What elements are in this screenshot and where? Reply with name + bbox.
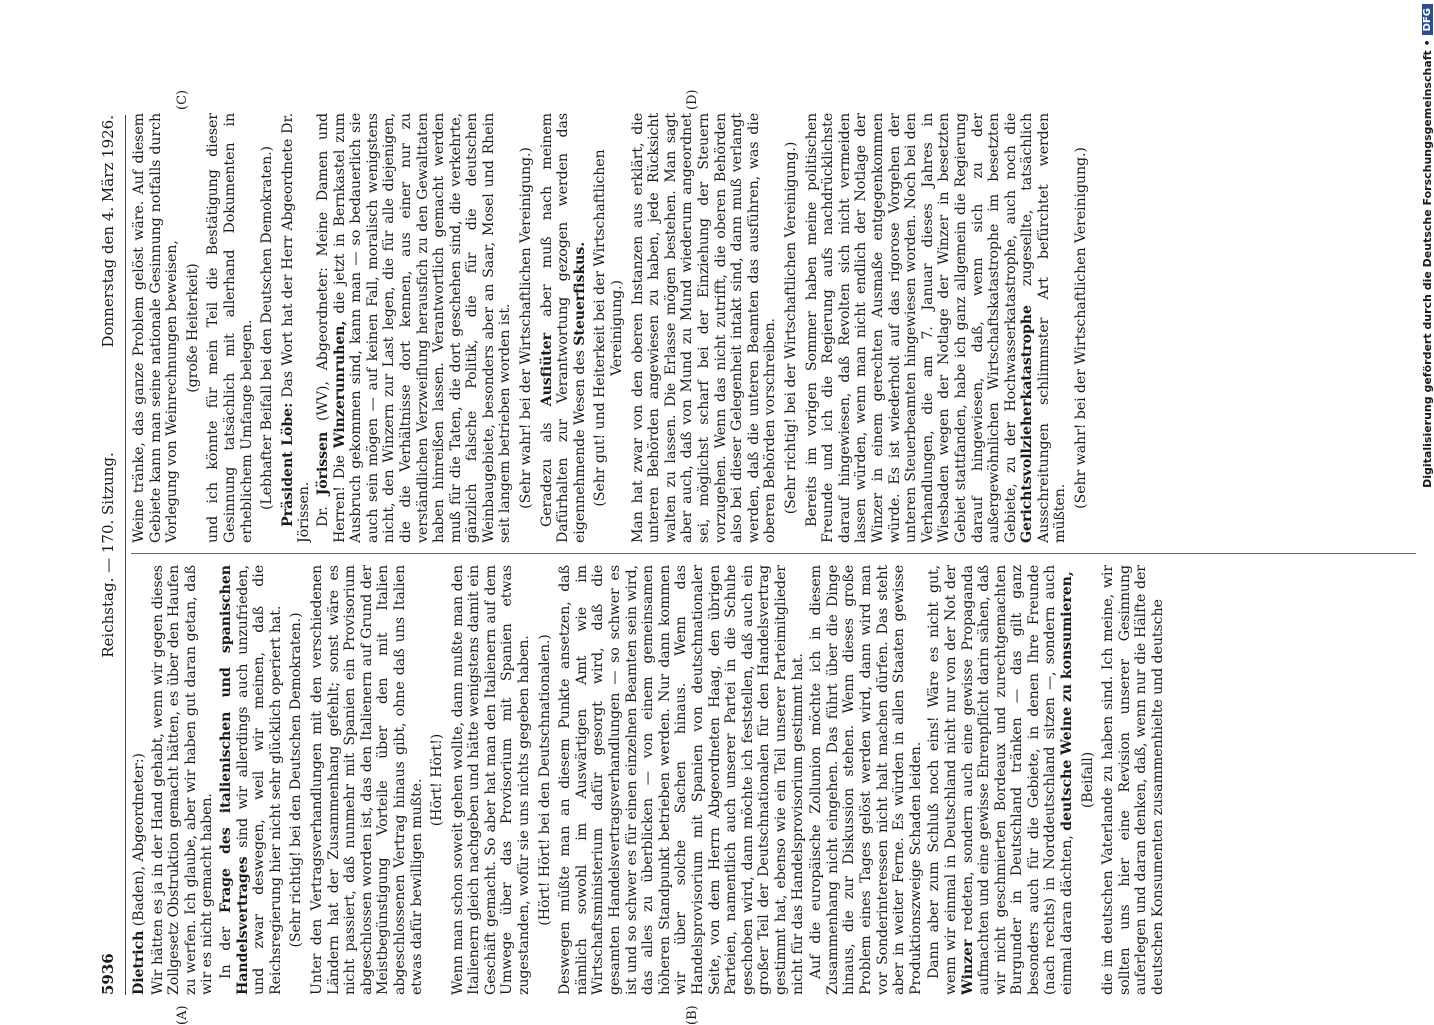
paragraph <box>131 113 181 543</box>
session-title: Reichstag. — 170. Sitzung. <box>99 452 117 658</box>
text-run: (Beifall) <box>1079 751 1096 809</box>
interjection <box>288 565 305 995</box>
text-run: Bereits im vorigen Sommer haben meine politischen Freunde und ich die Regierung aufs nachdrücklichste darauf hingewiesen, daß Revolten sich nicht vermeiden lassen würden, wenn man nicht endlich der Notlage der Winzer in einem gerechten Ausmaße entgegenkommen würde. Es ist wiederholt auf das rigorose Vorgehen der unteren Steuerbeamten hingewiesen worden. Noch bei den Verhandlungen, die am 7. Januar dieses Jahres in Wiesbaden wegen der Notlage der Winzer in besetzten Gebiet stattfanden, habe ich ganz allgemein die Regierung darauf hingewiesen, daß, wenn sich zu der außergewöhnlichen Wirtschaftskatastrophe im besetzten Gebiete, zu der Hochwasserkatastrophe, auch noch die <box>803 113 1019 543</box>
interjection <box>1080 565 1097 995</box>
text-run: aber muß nach meinem Dafürhalten zur Verantwortung gezogen werden das eigennehmende Wesen des <box>538 113 588 543</box>
paragraph <box>450 565 533 995</box>
left-text-column <box>131 565 1421 995</box>
text-run: die jetzt in Bernkastel zum Ausbruch gekommen sind, kann man — so bedauerlich sie auch sein mögen — auf keinen Fall, moralisch wenigstens nicht, den Winzern zur Last legen, die für alle diejenigen, die die Verhältnisse dort kennen, aus einer nur zu verständlichen Verzweiflung herausfich zu den Gewalttaten haben hinreißen lassen. Verantwortlich gemacht werden muß für die Taten, die dort geschehen sind, die verkehrte, gänzlich falsche Politik, die für die deutschen Weinbaugebiete, besonders aber an Saar, Mosel und Rhein seit langem betrieben worden ist. <box>331 113 514 543</box>
bold-run: Präsident Löbe: <box>279 402 296 527</box>
paragraph <box>150 565 216 995</box>
text-run: (Hört! Hört!) <box>429 733 446 827</box>
page-header <box>95 115 123 995</box>
text-run: redeten, sondern auch eine gewisse Propaganda aufmachten und eine gewisse Ehrenpflicht darin sähen, daß wir nicht geschmierten Bordeaux und zurechtgemachten Burgunder in Deutschland tränken — das gilt ganz besonders auch für die Gebiete, in denen Ihre Freunde (nach rechts) in Norddeutschland sitzen —, sondern auch einmal daran dächten, <box>959 565 1076 995</box>
text-run: Man hat zwar von den oberen Instanzen aus erklärt, die unteren Behörden angewiesen zu haben, jede Rücksicht walten zu lassen. Die Erlasse mögen bestehen. Man sagt aber auch, daß von Mund zu Mund wiederum angeordnet sei, möglichst scharf bei der Einziehung der Steuern vorzugehen. Wenn das nicht zutrifft, die oberen Behörden also bei dieser Gelegenheit intakt sind, dann muß verlangt werden, daß die unteren Beamten das ausführen, was die oberen Behörden vorschreiben. <box>629 113 779 543</box>
bold-run: Winzer <box>959 939 976 995</box>
column-separator <box>131 553 1416 554</box>
paragraph <box>309 565 425 995</box>
interjection <box>783 113 800 543</box>
text-run: (Baden), Abgeordneter:) <box>131 753 147 931</box>
paragraph <box>205 113 255 543</box>
text-run: Das Wort hat der Herr Abgeordnete Dr. Jörissen. <box>279 113 313 543</box>
rotated-document-page <box>95 89 1425 1025</box>
text-run: (große Heiterkeit) <box>184 263 201 393</box>
interjection <box>259 113 276 543</box>
paragraph <box>131 565 148 995</box>
margin-marker-a: (A) <box>175 1005 190 1025</box>
paragraph <box>808 565 924 995</box>
interjection <box>1073 113 1090 543</box>
paragraph <box>218 565 284 995</box>
bold-run: Winzerunruhen, <box>331 320 348 449</box>
text-run: Unter den Vertragsverhandlungen mit den verschiedenen Ländern hat der Zusammenhang gefehlt; sonst wäre es nicht passiert, daß nunmehr mit Spanien ein Provisorium abgeschlossen worden ist, das den Italienern auf Grund der Meistbegünstigung Vorteile über den mit Italien abgeschlossenen Vertrag hinaus gibt, ohne daß uns Italien etwas dafür bewilligen mußte. <box>308 565 425 995</box>
dfg-sidebar <box>1418 4 1434 994</box>
paragraph <box>315 113 514 543</box>
paragraph <box>630 113 779 543</box>
bold-run: Gerichtsvollzieherkatastrophe <box>1019 305 1036 543</box>
text-run: Weine tränke, das ganze Problem gelöst wäre. Auf diesem Gebiete kann man seine nationale Gesinnung notfalls durch Vorlegung von Weinrechnungen beweisen, <box>131 113 181 543</box>
interjection <box>518 113 535 543</box>
paragraph <box>804 113 1070 543</box>
text-run: (Sehr richtig! bei der Wirtschaftlichen Vereinigung.) <box>782 141 799 515</box>
text-run: In der <box>217 913 234 979</box>
paragraph <box>1100 565 1166 995</box>
margin-marker-b: (B) <box>685 1005 700 1025</box>
interjection <box>185 113 202 543</box>
text-run: Auf die europäische Zollunion möchte ich in diesem Zusammenhang nicht eingehen. Das führt über die Dinge hinaus, die zur Diskussion stehen. Wenn dieses große Problem eines Tages gelöst werden wird, dann wird man vor Sonderinteressen nicht halt machen dürfen. Das steht aber in weiter Ferne. Es würden in allen Staaten gewisse Produktionszweige Schaden leiden. <box>808 565 924 995</box>
bold-run: Dietrich <box>131 930 147 995</box>
paragraph <box>539 113 589 543</box>
right-text-column <box>131 113 1421 543</box>
text-run: (Sehr gut! und Heiterkeit bei der Wirtschaftlichen Vereinigung.) <box>592 149 626 507</box>
bold-run: Steuerfiskus. <box>571 241 588 346</box>
text-run: und ich könnte für mein Teil die Bestätigung dieser Gesinnung tatsächlich mit allerhand Dokumenten in erheblichem Umfange belegen. <box>205 113 255 543</box>
interjection <box>592 113 625 543</box>
paragraph <box>557 565 806 995</box>
text-run: Wenn man schon soweit gehen wollte, dann mußte man den Italienern gleich nachgeben und hätte wenigstens damit ein Geschäft gemacht. So aber hat man den Italienern auf dem Umwege über das Provisorium mit Spanien etwas zugestanden, wofür sie uns nichts gegeben haben. <box>449 565 533 995</box>
text-run: Dann aber zum Schluß noch eins! Wäre es nicht gut, wenn wir einmal in Deutschland nicht nur von der Not der <box>926 565 959 995</box>
interjection <box>429 565 446 995</box>
bold-run: Ausfiüter <box>538 333 555 407</box>
paragraph <box>280 113 313 543</box>
text-run: (Sehr wahr! bei der Wirtschaftlichen Vereinigung.) <box>1073 147 1090 509</box>
session-date: Donnerstag den 4. März 1926. <box>99 115 117 348</box>
text-run: sind wir allerdings auch unzufrieden, und zwar deswegen, weil wir meinen, daß die Reichsregierung hier nicht sehr glücklich operiert hat. <box>234 565 284 995</box>
header-rule <box>125 115 126 995</box>
page-number: 5936 <box>99 953 117 995</box>
text-run: Geradezu als <box>538 406 555 527</box>
text-run: die im deutschen Vaterlande zu haben sind. Ich meine, wir sollten uns hier eine Revision unserer Gesinnung auferlegen und daran denken, daß, wenn nur die Hälfte der deutschen Konsumenten zusammenhielte und deutsche <box>1100 565 1167 995</box>
text-run: (WV), Abgeordneter: Meine Damen und Herren! Die <box>314 113 348 543</box>
dfg-logo: DFG <box>1422 4 1433 35</box>
interjection <box>537 565 554 995</box>
margin-marker-c: (C) <box>175 89 190 110</box>
dfg-credit <box>1418 4 1434 994</box>
text-run: (Hört! Hört! bei den Deutschnationalen.) <box>536 634 553 926</box>
text-run: zugesellte, tatsächlich Ausschreitungen schlimmster Art befürchtet werden müßten. <box>1019 113 1069 543</box>
text-run: Dr. <box>314 495 331 527</box>
text-run: Deswegen müßte man an diesem Punkte ansetzen, daß nämlich sowohl im Auswärtigen Amt wie im Wirtschaftsministerium dafür gesorgt wird, daß die gesamten Handelsvertragsverhandlungen — so schwer es ist und so schwer es für einen einzelnen Beamten sein wird, das alles zu überblicken — von einem gemeinsamen höheren Standpunkt betrieben werden. Nur dann kommen wir über solche Sachen hinaus. Wenn das Handelsprovisorium mit Spanien von deutschnationaler Seite, von dem Herrn Abgeordneten Haag, den übrigen Parteien, namentlich auch unserer Partei in die Schuhe geschoben wird, dann möchte ich feststellen, daß auch ein großer Teil der Deutschnationalen für den Handelsvertrag gestimmt hat, ebenso wie ein Teil unserer Parteimitglieder nicht für das Handelsprovisorium gestimmt hat. <box>557 565 806 995</box>
margin-marker-d: (D) <box>685 89 700 110</box>
text-run: Wir hätten es ja in der Hand gehabt, wenn wir gegen dieses Zollgesetz Obstruktion gemacht hätten, es über den Haufen zu werfen. Ich glaube, aber wir haben gut daran getan, daß wir es nicht gemacht haben. <box>149 565 216 995</box>
text-run: (Sehr richtig! bei den Deutschen Demokraten.) <box>288 612 305 948</box>
bold-run: Frage des italienischen und spanischen Handelsvertrages <box>217 565 251 995</box>
text-run: (Lebhafter Beifall bei den Deutschen Demokraten.) <box>259 146 276 510</box>
bold-run: deutsche Weine zu konsumieren, <box>1059 571 1076 831</box>
bold-run: Jörissen <box>314 431 331 496</box>
dfg-credit-text: Digitalisierung gefördert durch die Deutsche Forschungsgemeinschaft • <box>1420 39 1434 488</box>
text-run: (Sehr wahr! bei der Wirtschaftlichen Vereinigung.) <box>518 147 535 509</box>
paragraph <box>926 565 1075 995</box>
